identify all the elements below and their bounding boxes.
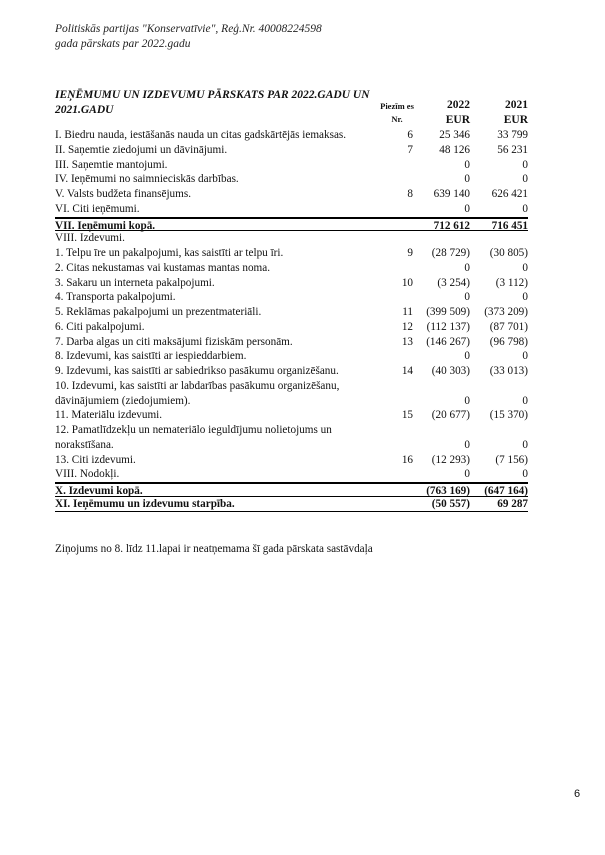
- row-label: 3. Sakaru un interneta pakalpojumi.: [55, 276, 215, 289]
- value-2021: 56 231: [497, 143, 528, 156]
- value-2022: 639 140: [433, 188, 470, 200]
- value-2022: 0: [464, 158, 470, 171]
- table-row: [55, 394, 528, 409]
- row-note: 6: [407, 129, 413, 141]
- table-row: [55, 305, 528, 320]
- table-row: [55, 335, 528, 350]
- table-row: [55, 261, 528, 276]
- row-label: 11. Materiālu izdevumi.: [55, 409, 163, 422]
- row-label: II. Saņemtie ziedojumi un dāvinājumi.: [55, 143, 228, 156]
- table-row: [55, 290, 528, 305]
- table-row: [55, 364, 528, 379]
- value-2021: 0: [522, 350, 528, 363]
- value-2021: (647 164): [484, 485, 528, 497]
- row-note: 12: [401, 320, 413, 333]
- value-2022: 0: [464, 173, 470, 186]
- row-label: 9. Izdevumi, kas saistīti ar sabiedrikso pasākumu organizēšanu.: [55, 365, 339, 377]
- table-row: [55, 497, 528, 512]
- row-label: norakstīšana.: [55, 438, 114, 451]
- year-2022: 2022: [447, 99, 470, 111]
- value-2022: 0: [464, 261, 470, 274]
- row-note: 16: [401, 453, 413, 466]
- value-2021: 0: [522, 438, 528, 451]
- table-row: [55, 231, 528, 246]
- column-header-2021: [478, 98, 528, 128]
- row-note: 14: [401, 365, 413, 377]
- value-2022: 712 612: [433, 219, 470, 232]
- row-label: VI. Citi ieņēmumi.: [55, 202, 140, 215]
- value-2021: (3 112): [495, 276, 528, 289]
- document-header: [55, 22, 322, 52]
- page-number: 6: [574, 788, 581, 800]
- value-2021: 0: [522, 394, 528, 407]
- value-2022: 25 346: [439, 129, 470, 141]
- value-2022: (50 557): [431, 497, 470, 510]
- value-2022: (12 293): [431, 453, 470, 466]
- value-2022: 0: [464, 394, 470, 407]
- row-note: 9: [407, 247, 413, 259]
- value-2022: (3 254): [437, 276, 470, 289]
- value-2022: (28 729): [431, 247, 470, 259]
- table-row: [55, 423, 528, 438]
- table-row: [55, 158, 528, 173]
- income-expense-table: [55, 128, 528, 512]
- table-row: [55, 187, 528, 202]
- table-row: [55, 128, 528, 143]
- value-2021: 0: [522, 291, 528, 304]
- row-label: IV. Ieņēmumi no saimnieciskās darbības.: [55, 173, 239, 186]
- value-2021: 0: [522, 202, 528, 215]
- row-label: V. Valsts budžeta finansējums.: [55, 188, 191, 200]
- value-2021: (96 798): [489, 335, 528, 348]
- table-row: [55, 143, 528, 158]
- row-note: 8: [407, 188, 413, 200]
- table-row: [55, 276, 528, 291]
- report-title: IEŅĒMUMU UN IZDEVUMU PĀRSKATS PAR 2022.GADU UN 2021.GADU: [55, 89, 370, 116]
- row-note: 11: [402, 306, 413, 318]
- table-row: [55, 482, 528, 497]
- row-label: VIII. Nodokļi.: [55, 468, 120, 481]
- row-label: 7. Darba algas un citi maksājumi fiziskām personām.: [55, 335, 293, 348]
- value-2021: (373 209): [484, 306, 528, 318]
- value-2021: (15 370): [489, 409, 528, 422]
- value-2021: 0: [522, 261, 528, 274]
- value-2022: (40 303): [431, 365, 470, 377]
- value-2021: (87 701): [489, 320, 528, 333]
- header-line-2: gada pārskats par 2022.gadu: [55, 38, 191, 50]
- row-note: 13: [401, 335, 413, 348]
- row-label: 1. Telpu īre un pakalpojumi, kas saistīti ar telpu īri.: [55, 247, 284, 259]
- value-2021: (7 156): [495, 453, 528, 466]
- header-line-1: Politiskās partijas "Konservatīvie", Reģ.Nr. 40008224598: [55, 23, 322, 35]
- row-label: dāvinājumiem (ziedojumiem).: [55, 394, 191, 407]
- row-label: I. Biedru nauda, iestāšanās nauda un citas gadskārtējās iemaksas.: [55, 129, 347, 141]
- value-2022: 0: [464, 438, 470, 451]
- footer-note: Ziņojums no 8. līdz 11.lapai ir neatņemama šī gada pārskata sastāvdaļa: [55, 543, 373, 555]
- table-row: [55, 217, 528, 232]
- row-label: 13. Citi izdevumi.: [55, 453, 136, 466]
- table-row: [55, 467, 528, 482]
- value-2022: (399 509): [426, 306, 470, 318]
- value-2021: 0: [522, 173, 528, 186]
- value-2022: 0: [464, 291, 470, 304]
- row-label: 12. Pamatlīdzekļu un nemateriālo ieguldījumu nolietojums un: [55, 424, 332, 436]
- table-row: [55, 408, 528, 423]
- row-label: 2. Citas nekustamas vai kustamas mantas noma.: [55, 261, 271, 274]
- row-label: VIII. Izdevumi.: [55, 232, 125, 245]
- column-header-2022: [420, 98, 470, 128]
- value-2021: 626 421: [491, 188, 528, 200]
- value-2021: (30 805): [489, 247, 528, 259]
- value-2022: (146 267): [426, 335, 470, 348]
- value-2021: 69 287: [497, 497, 528, 510]
- table-row: [55, 202, 528, 217]
- value-2022: 0: [464, 202, 470, 215]
- value-2022: (763 169): [426, 485, 470, 497]
- currency-2022: EUR: [445, 114, 470, 126]
- row-label: 5. Reklāmas pakalpojumi un prezentmateriāli.: [55, 306, 262, 318]
- row-label: 8. Izdevumi, kas saistīti ar iespieddarbiem.: [55, 350, 247, 363]
- table-row: [55, 438, 528, 453]
- table-row: [55, 320, 528, 335]
- table-row: [55, 379, 528, 394]
- value-2021: 716 451: [491, 219, 528, 232]
- table-row: [55, 453, 528, 468]
- row-label: 10. Izdevumi, kas saistīti ar labdarības pasākumu organizēšanu,: [55, 379, 340, 392]
- value-2021: 0: [522, 158, 528, 171]
- value-2021: (33 013): [489, 365, 528, 377]
- row-note: 7: [407, 143, 413, 156]
- value-2022: 48 126: [439, 143, 470, 156]
- row-label: XI. Ieņēmumu un izdevumu starpība.: [55, 497, 235, 510]
- currency-2021: EUR: [503, 114, 528, 126]
- table-row: [55, 246, 528, 261]
- table-row: [55, 349, 528, 364]
- value-2022: (112 137): [426, 320, 470, 333]
- year-2021: 2021: [505, 99, 528, 111]
- row-note: 15: [401, 409, 413, 422]
- row-label: VII. Ieņēmumi kopā.: [55, 219, 156, 232]
- row-note: 10: [401, 276, 413, 289]
- row-label: 6. Citi pakalpojumi.: [55, 320, 145, 333]
- value-2022: 0: [464, 468, 470, 481]
- row-label: III. Saņemtie mantojumi.: [55, 158, 168, 171]
- value-2021: 33 799: [497, 129, 528, 141]
- value-2022: (20 677): [431, 409, 470, 422]
- value-2022: 0: [464, 350, 470, 363]
- table-row: [55, 172, 528, 187]
- value-2021: 0: [522, 468, 528, 481]
- row-label: 4. Transporta pakalpojumi.: [55, 291, 176, 304]
- note-column-header: Piezīm es Nr.: [380, 101, 414, 124]
- row-label: X. Izdevumi kopā.: [55, 485, 143, 497]
